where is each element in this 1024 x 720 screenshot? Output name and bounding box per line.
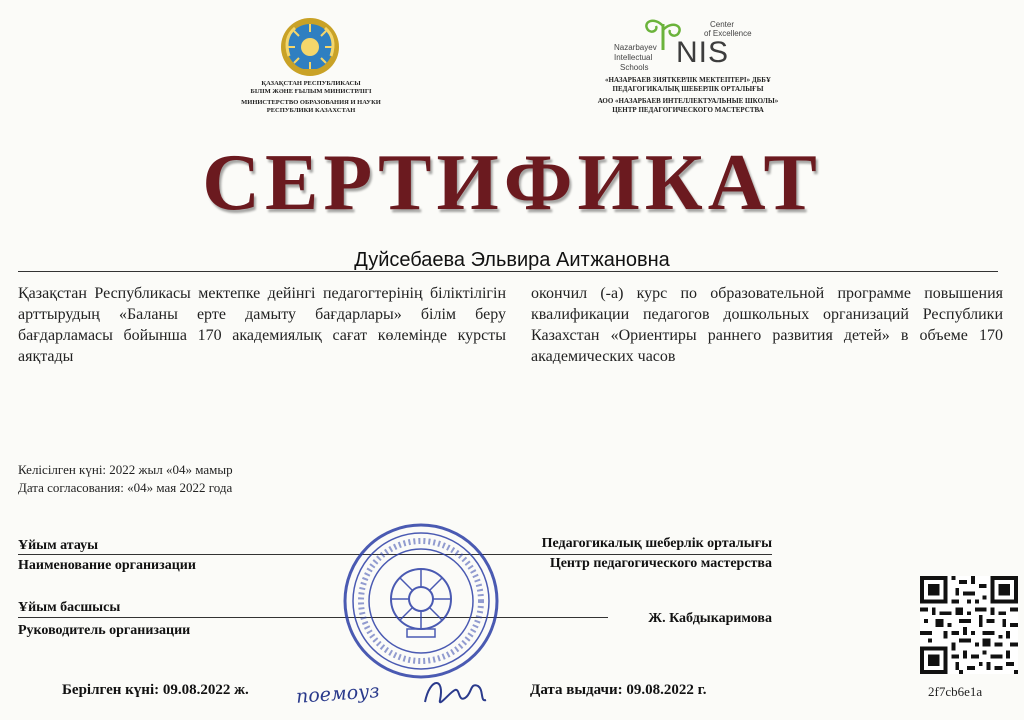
agreement-date-ru: Дата согласования: «04» мая 2022 года bbox=[18, 480, 233, 495]
org-label-kz: Ұйым атауы bbox=[18, 538, 99, 553]
nis-logo-text: NIS bbox=[676, 36, 730, 69]
nis-excellence-text: of Excellence bbox=[704, 29, 752, 38]
issue-date-ru: Дата выдачи: 09.08.2022 г. bbox=[530, 682, 707, 698]
name-underline bbox=[18, 271, 998, 272]
nis-schools-text: Schools bbox=[620, 63, 649, 72]
ministry-name-kz-2: БІЛІМ ЖӘНЕ ҒЫЛЫМ МИНИСТРЛІГІ bbox=[250, 88, 372, 95]
agreement-date-kz: Келісілген күні: 2022 жыл «04» мамыр bbox=[18, 462, 233, 477]
org-value-ru: Центр педагогического мастерства bbox=[549, 556, 772, 571]
head-divider bbox=[18, 617, 608, 618]
nis-nazarbayev-text: Nazarbayev bbox=[614, 43, 657, 52]
head-name: Ж. Кабдыкаримова bbox=[648, 611, 772, 626]
official-stamp-icon bbox=[341, 521, 501, 681]
handwritten-signature: поемоуз bbox=[295, 680, 381, 708]
ministry-name-kz-1: ҚАЗАҚСТАН РЕСПУБЛИКАСЫ bbox=[261, 80, 361, 87]
nis-org-ru-1: АОО «НАЗАРБАЕВ ИНТЕЛЛЕКТУАЛЬНЫЕ ШКОЛЫ» bbox=[597, 97, 779, 105]
nis-center-text: Center bbox=[710, 20, 735, 29]
nis-intellectual-text: Intellectual bbox=[614, 53, 653, 62]
qr-code-icon bbox=[920, 576, 1018, 674]
nis-org-kz-2: ПЕДАГОГИКАЛЫҚ ШЕБЕРЛІК ОРТАЛЫҒЫ bbox=[612, 85, 764, 93]
head-label-kz: Ұйым басшысы bbox=[18, 600, 121, 615]
kazakhstan-emblem-icon bbox=[279, 16, 341, 78]
certificate-title: СЕРТИФИКАТ bbox=[202, 139, 822, 227]
ministry-name-ru-2: РЕСПУБЛИКИ КАЗАХСТАН bbox=[266, 107, 356, 114]
issue-date-kz: Берілген күні: 09.08.2022 ж. bbox=[62, 682, 249, 698]
course-text-kz: Қазақстан Республикасы мектепке дейінгі педагогтерінің біліктілігін арттырудың «Баланы ерте дамыту бағдарлары» білім беру бағдарламасы бойынша 170 академиялық сағат көлемінде курсты аяқтады bbox=[18, 285, 506, 365]
ministry-name-ru-1: МИНИСТЕРСТВО ОБРАЗОВАНИЯ И НАУКИ bbox=[241, 99, 381, 106]
head-label-ru: Руководитель организации bbox=[18, 623, 191, 638]
org-label-ru: Наименование организации bbox=[18, 558, 196, 573]
nis-org-kz-1: «НАЗАРБАЕВ ЗИЯТКЕРЛІК МЕКТЕПТЕРІ» ДББҰ bbox=[605, 76, 771, 84]
signature-scribble-icon bbox=[420, 672, 490, 712]
course-text-ru: окончил (-а) курс по образовательной программе повышения квалификации педагогов дошкольных организаций Республики Казахстан «Ориентиры раннего развития детей» в объеме 170 академических часов bbox=[531, 285, 1003, 365]
org-value-kz: Педагогикалық шеберлік орталығы bbox=[541, 536, 772, 551]
certificate-code: 2f7cb6e1a bbox=[928, 684, 983, 699]
nis-org-ru-2: ЦЕНТР ПЕДАГОГИЧЕСКОГО МАСТЕРСТВА bbox=[612, 106, 764, 114]
recipient-name: Дуйсебаева Эльвира Аитжановна bbox=[354, 249, 670, 271]
